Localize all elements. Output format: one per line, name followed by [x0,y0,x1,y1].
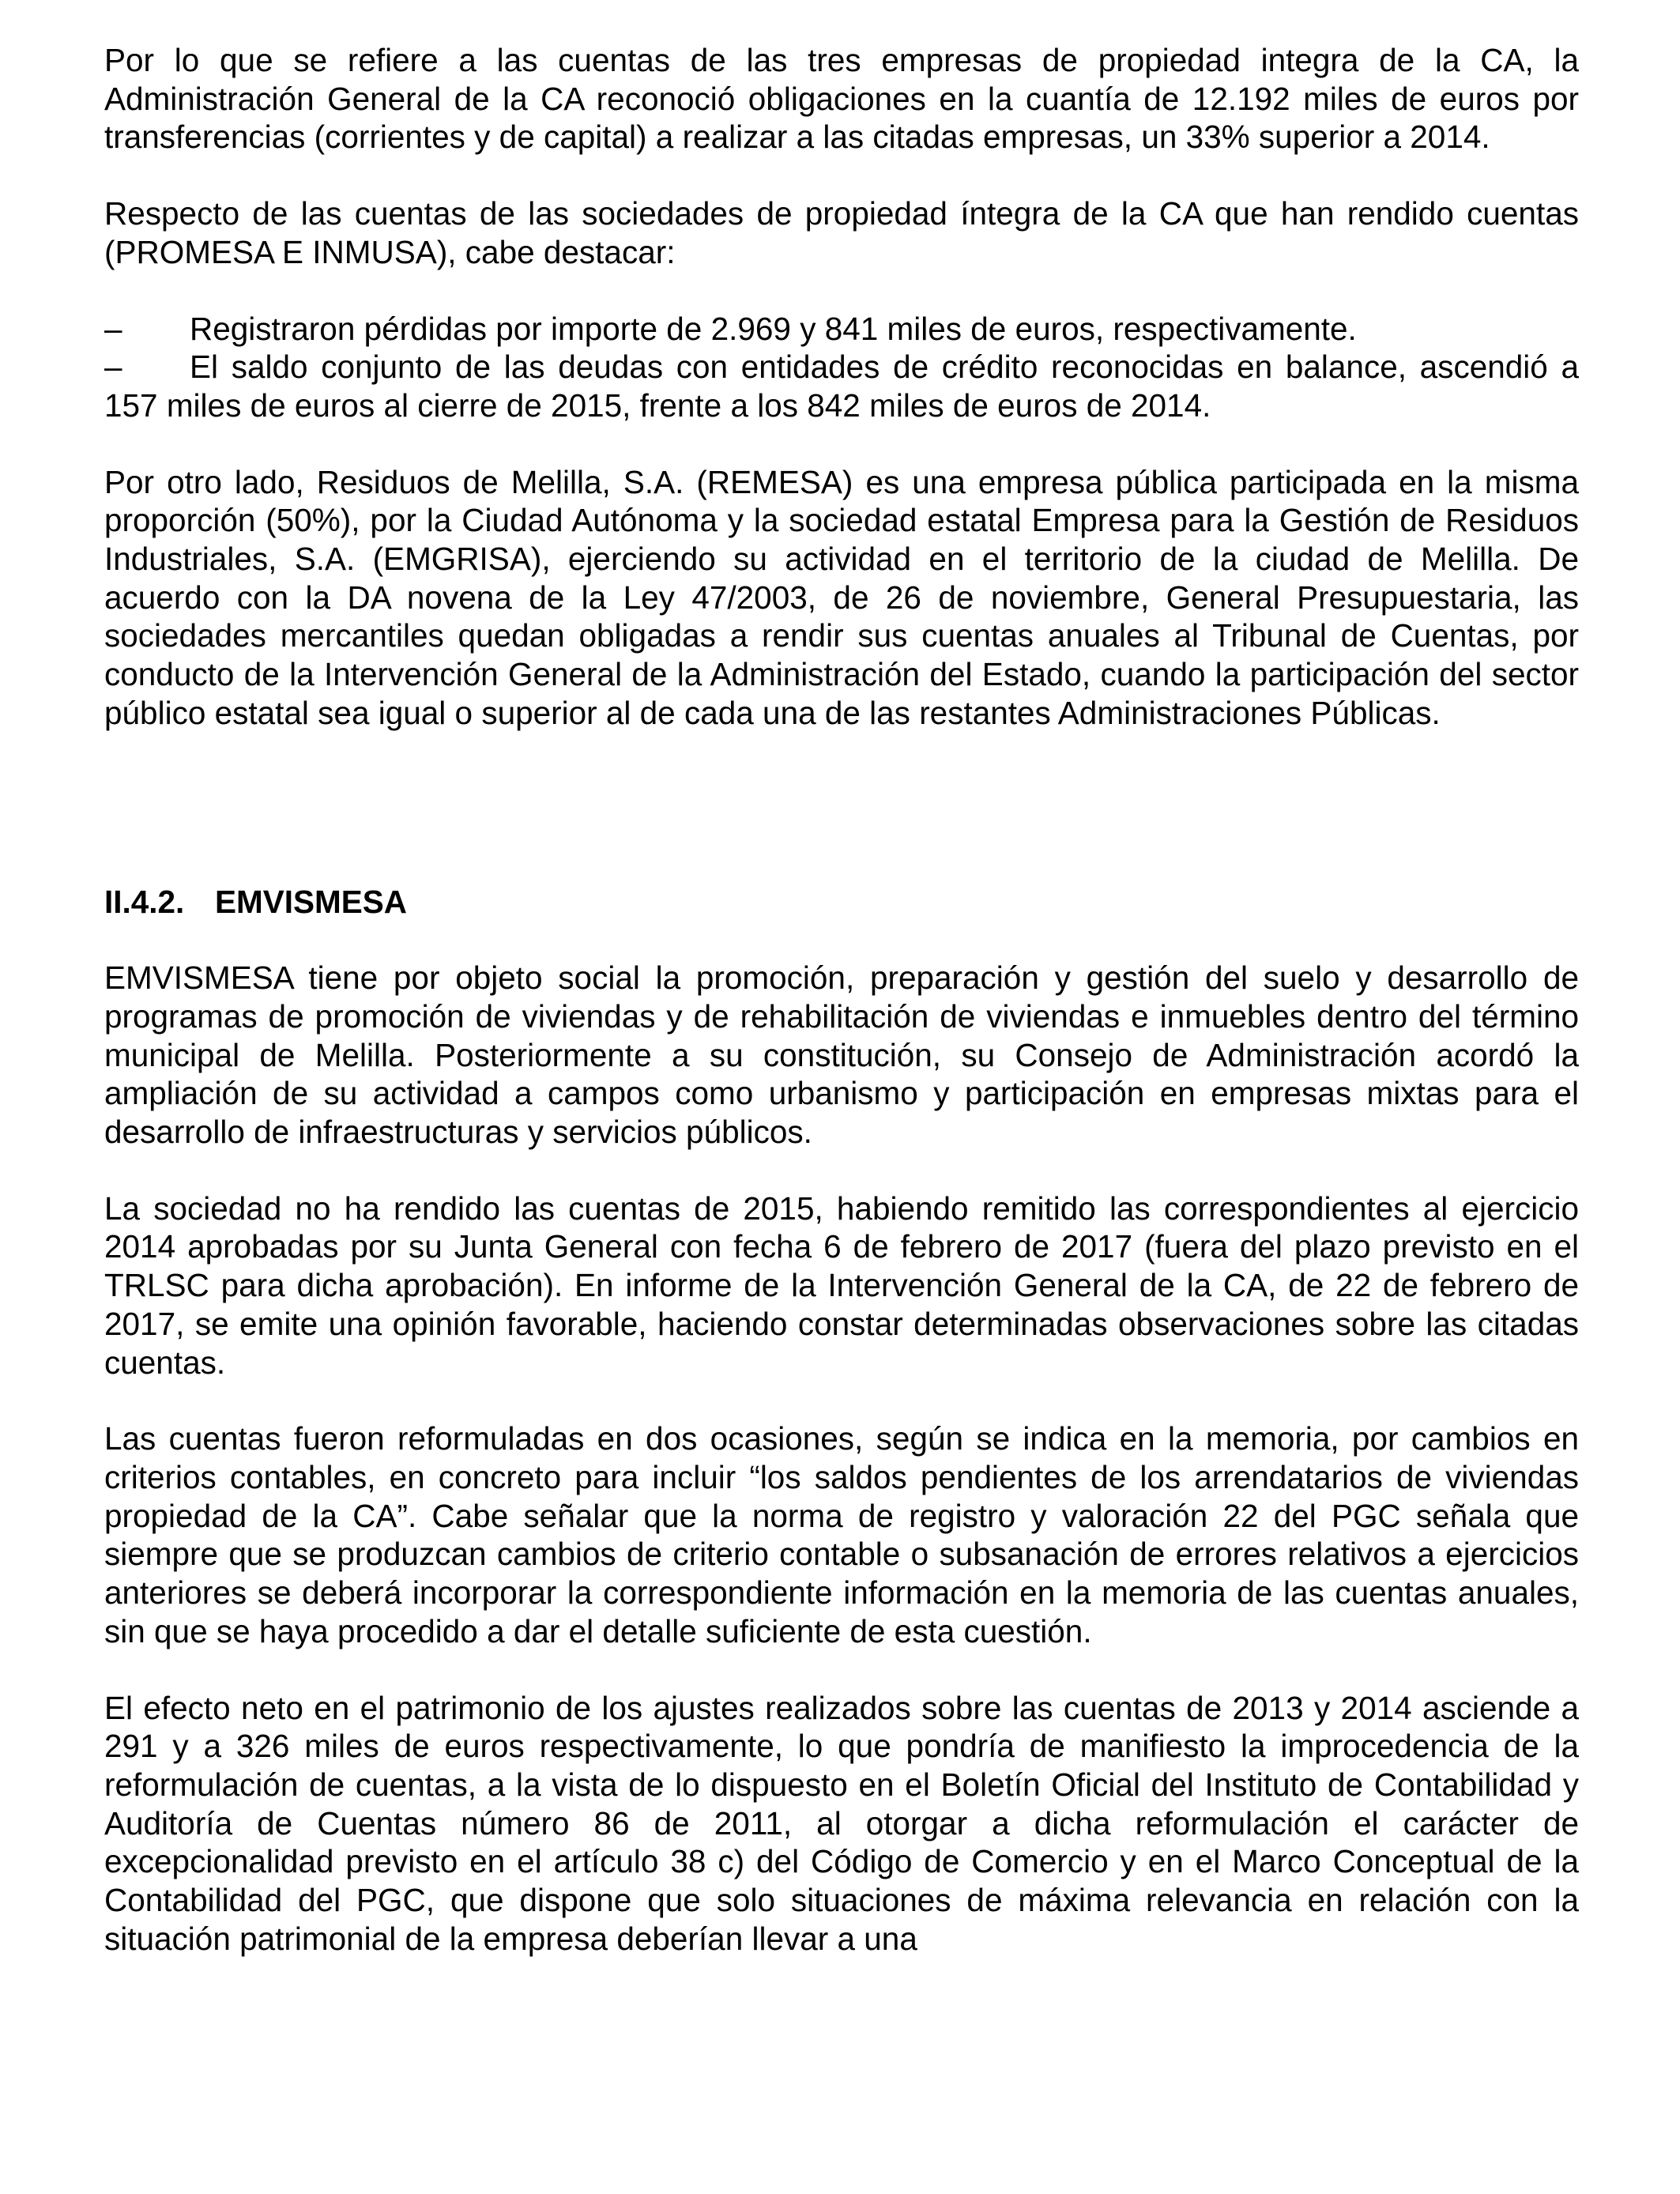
list-item-text: El saldo conjunto de las deudas con entidades de crédito reconocidas en balance, ascendió a 157 miles de euros al cierre de 2015, frente a los 842 miles de euros de 2014. [104,349,1579,424]
paragraph-reformulacion: Las cuentas fueron reformuladas en dos ocasiones, según se indica en la memoria, por cambios en criterios contables, en concreto para incluir “los saldos pendientes de los arrendatarios de viviendas propiedad de la CA”. Cabe señalar que la norma de registro y valoración 22 del PGC señala que siempre que se produzcan cambios de criterio contable o subsanación de errores relativos a ejercicios anteriores se deberá incorporar la correspondiente información en la memoria de las cuentas anuales, sin que se haya procedido a dar el detalle suficiente de esta cuestión. [104,1420,1579,1649]
paragraph-remesa: Por otro lado, Residuos de Melilla, S.A. (REMESA) es una empresa pública participada en la misma proporción (50%), por la Ciudad Autónoma y la sociedad estatal Empresa para la Gestión de Residuos Industriales, S.A. (EMGRISA), ejerciendo su actividad en el territorio de la ciudad de Melilla. De acuerdo con la DA novena de la Ley 47/2003, de 26 de noviembre, General Presupuestaria, las sociedades mercantiles quedan obligadas a rendir sus cuentas anuales al Tribunal de Cuentas, por conducto de la Intervención General de la Administración del Estado, cuando la participación del sector público estatal sea igual o superior al de cada una de las restantes Administraciones Públicas. [104,463,1579,731]
paragraph-efecto-neto: El efecto neto en el patrimonio de los ajustes realizados sobre las cuentas de 2013 y 2014 asciende a 291 y a 326 miles de euros respectivamente, lo que pondría de manifiesto la improcedencia de la reformulación de cuentas, a la vista de lo dispuesto en el Boletín Oficial del Instituto de Contabilidad y Auditoría de Cuentas número 86 de 2011, al otorgar a dicha reformulación el carácter de excepcionalidad previsto en el artículo 38 c) del Código de Comercio y en el Marco Conceptual de la Contabilidad del PGC, que dispone que solo situaciones de máxima relevancia en relación con la situación patrimonial de la empresa deberían llevar a una [104,1689,1579,1957]
section-title: EMVISMESA [215,883,408,920]
paragraph-sociedades-intro: Respecto de las cuentas de las sociedades de propiedad íntegra de la CA que han rendido cuentas (PROMESA E INMUSA), cabe destacar: [104,195,1579,270]
paragraph-transferencias: Por lo que se refiere a las cuentas de las tres empresas de propiedad integra de la CA, la Administración General de la CA reconoció obligaciones en la cuantía de 12.192 miles de euros por transferencias (corrientes y de capital) a realizar a las citadas empresas, un 33% superior a 2014. [104,42,1579,156]
list-item [104,348,1579,424]
document-page [104,41,1579,1958]
section-number: II.4.2. [104,883,185,920]
bullet-list [104,310,1579,425]
paragraph-emvismesa-objeto: EMVISMESA tiene por objeto social la promoción, preparación y gestión del suelo y desarrollo de programas de promoción de viviendas y de rehabilitación de viviendas e inmuebles dentro del término municipal de Melilla. Posteriormente a su constitución, su Consejo de Administración acordó la ampliación de su actividad a campos como urbanismo y participación en empresas mixtas para el desarrollo de infraestructuras y servicios públicos. [104,959,1579,1151]
dash-bullet: – [104,310,122,347]
list-item [104,310,1579,349]
section-heading [104,883,1579,922]
dash-bullet: – [104,349,122,386]
list-item-text: Registraron pérdidas por importe de 2.969 y 841 miles de euros, respectivamente. [190,310,1357,347]
paragraph-cuentas-2015: La sociedad no ha rendido las cuentas de 2015, habiendo remitido las correspondientes al ejercicio 2014 aprobadas por su Junta General con fecha 6 de febrero de 2017 (fuera del plazo previsto en el TRLSC para dicha aprobación). En informe de la Intervención General de la CA, de 22 de febrero de 2017, se emite una opinión favorable, haciendo constar determinadas observaciones sobre las citadas cuentas. [104,1189,1579,1381]
